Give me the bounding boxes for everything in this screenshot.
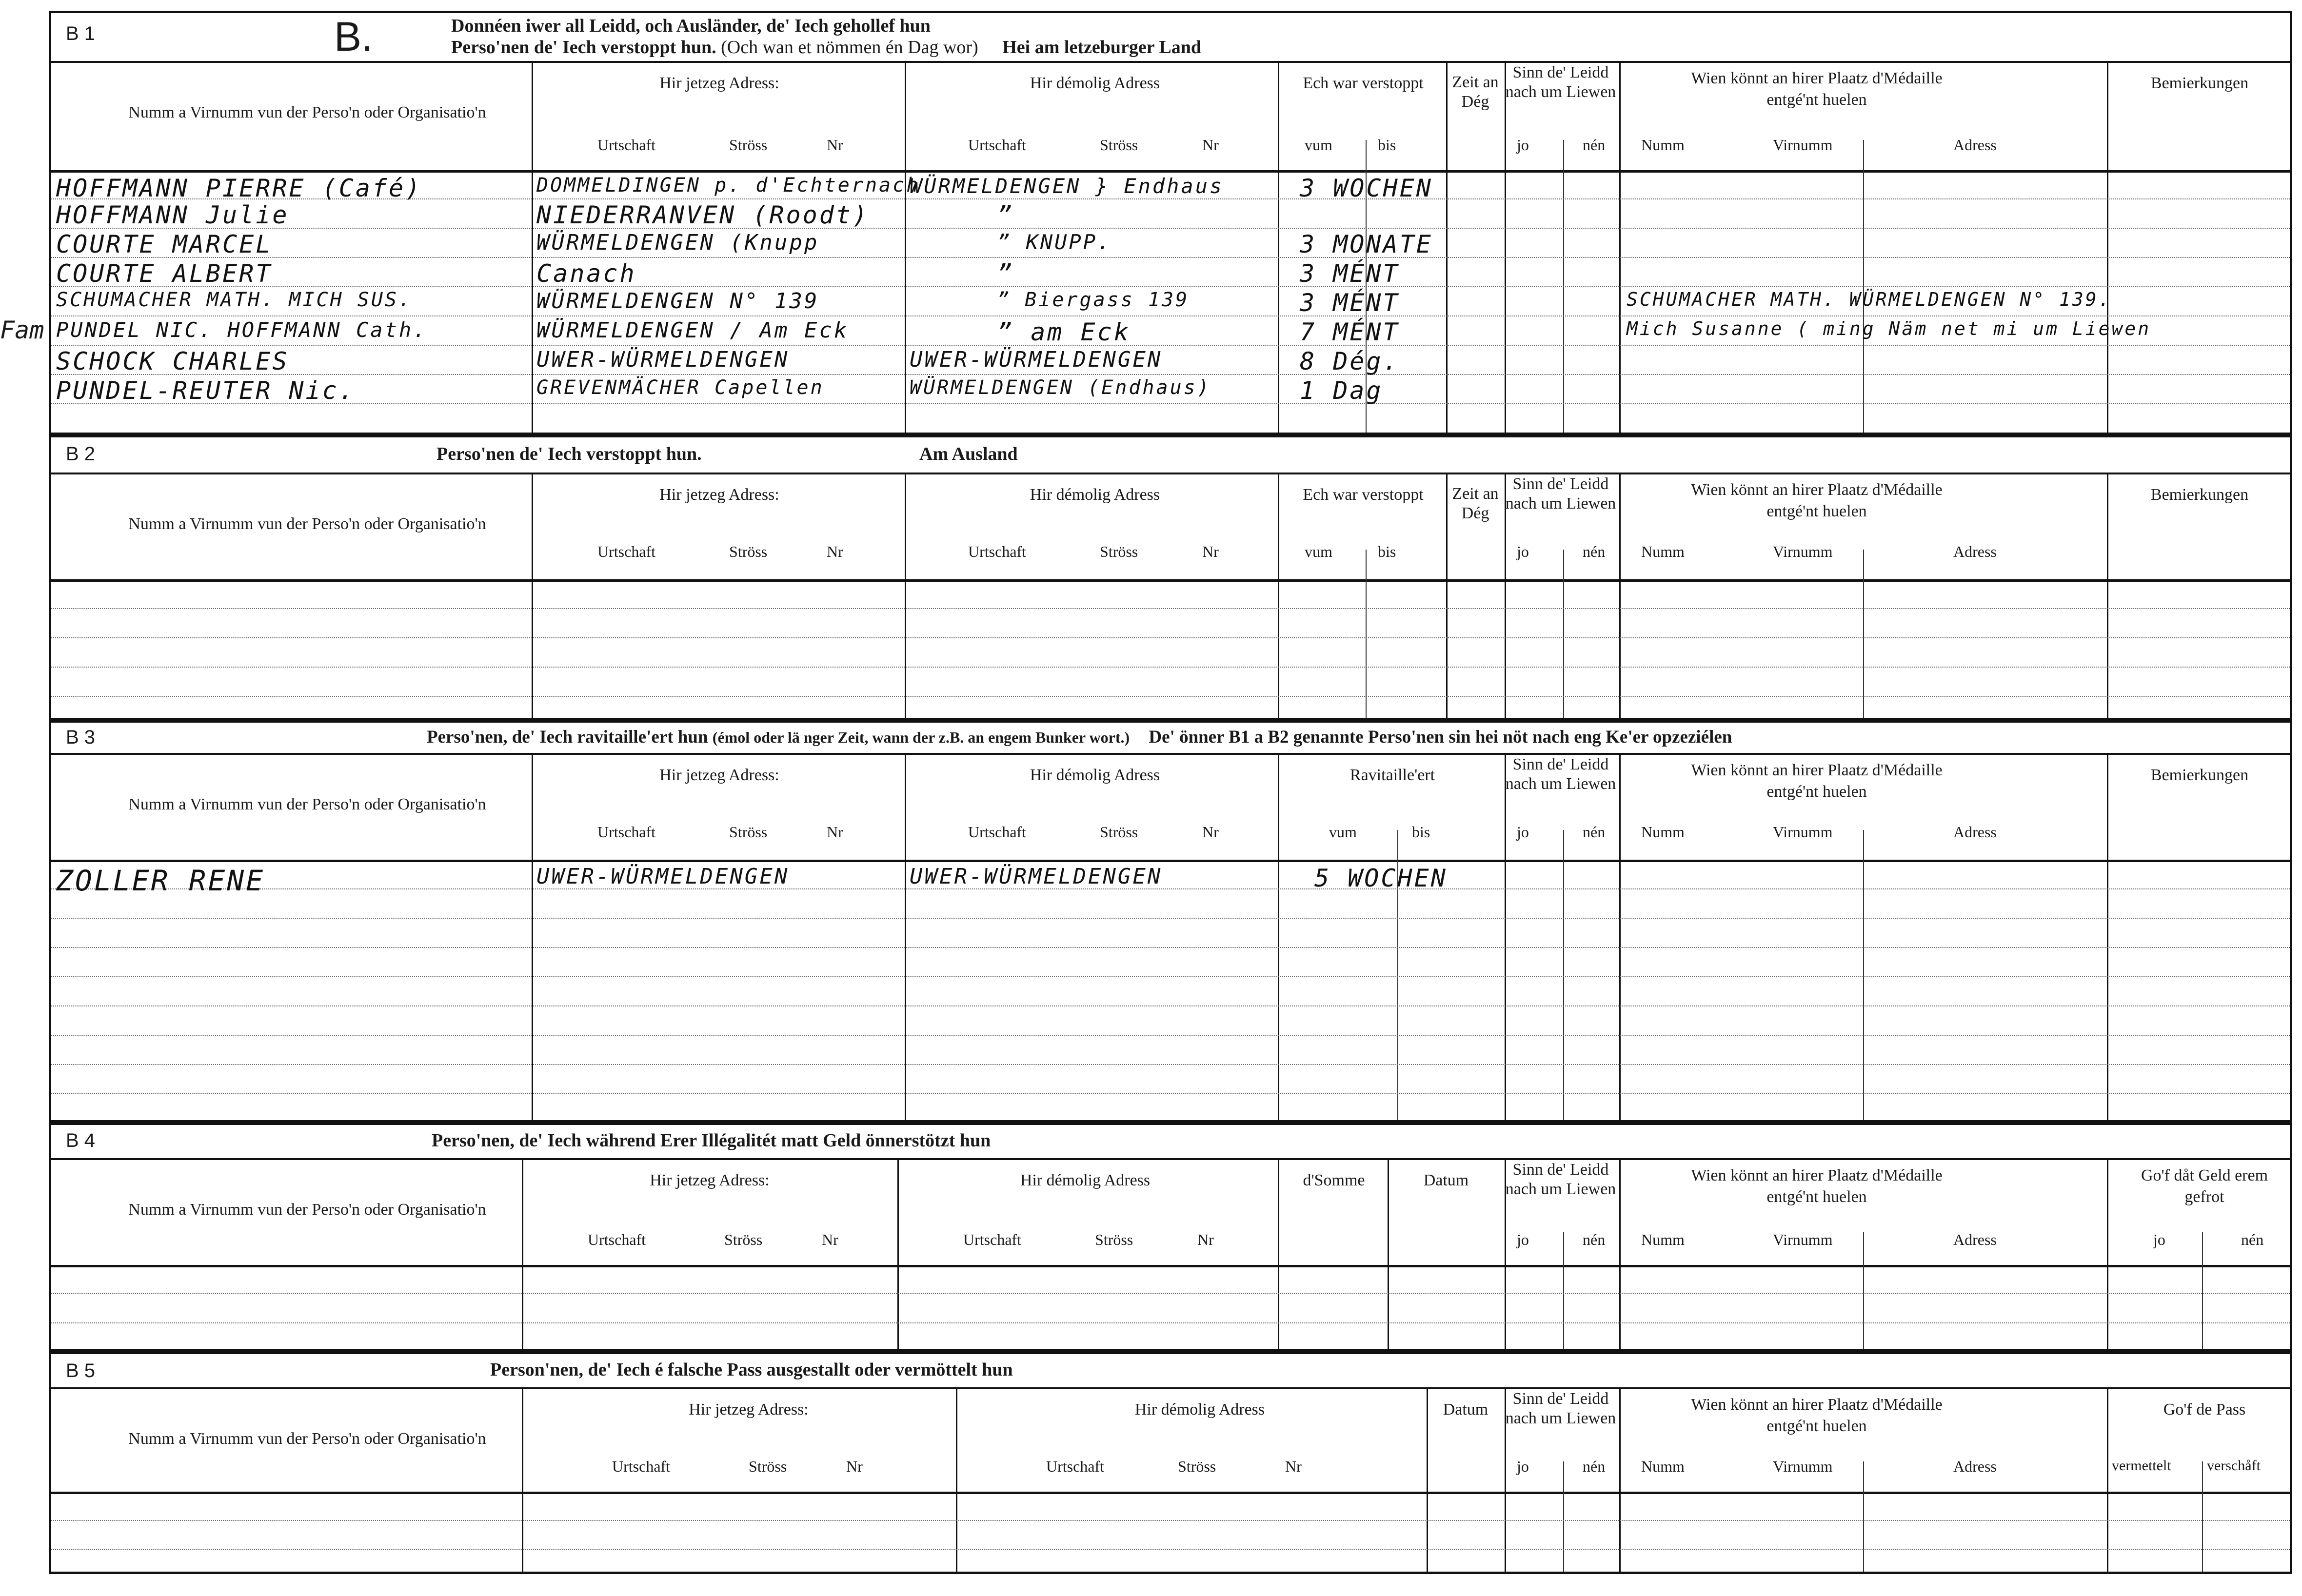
no-label: nén	[1583, 823, 1606, 841]
medal-note-line-1: SCHUMACHER MATH. WÜRMELDENGEN N° 139.	[1627, 289, 2112, 310]
entry-former: ”	[997, 259, 1014, 288]
surname-label: Numm	[1641, 136, 1685, 154]
current-address-header: Hir jetzeg Adress:	[659, 486, 779, 504]
entry-name: COURTE ALBERT	[56, 259, 273, 288]
section-code: B 3	[66, 727, 96, 748]
yes-label: jo	[1517, 1231, 1529, 1248]
margin-note: Fam	[0, 316, 44, 344]
no-label: nén	[1583, 1458, 1606, 1475]
current-address-header: Hir jetzeg Adress:	[650, 1171, 770, 1189]
date-header: Datum	[1423, 1171, 1469, 1189]
firstname-label: Virnumm	[1773, 543, 1833, 560]
entry-current: GREVENMÄCHER Capellen	[536, 376, 824, 399]
section-title: Perso'nen, de' Iech während Erer Illégalitét matt Geld önnerstötzt hun	[432, 1130, 991, 1151]
medal-header: Wien könnt an hirer Plaatz d'Médaille entgé'nt huelen	[1691, 1396, 1943, 1435]
section-b5	[49, 1352, 2292, 1574]
nr-label: Nr	[827, 543, 843, 560]
former-address-header: Hir démolig Adress	[1030, 74, 1160, 92]
alive-header: Sinn de' Leidd nach um Liewen	[1505, 63, 1616, 101]
surname-label: Numm	[1641, 1231, 1685, 1248]
to-label: bis	[1378, 543, 1396, 560]
section-note: (émol oder lä nger Zeit, wann der z.B. an engem Bunker wort.)	[712, 729, 1130, 746]
entry-current: Canach	[536, 259, 636, 288]
intro-line-2	[451, 37, 1201, 58]
section-code: B 5	[66, 1360, 96, 1381]
date-header: Datum	[1443, 1400, 1488, 1419]
col-divider	[1278, 61, 1279, 433]
hidden-header: Ech war verstoppt	[1303, 486, 1424, 504]
no-label: nén	[1583, 1231, 1606, 1248]
remarks-header: Bemierkungen	[2150, 766, 2249, 784]
pass-header: Go'f de Pass	[2163, 1400, 2246, 1419]
street-label: Ströss	[1100, 543, 1138, 560]
section-code: B 4	[66, 1130, 96, 1151]
street-label: Ströss	[729, 543, 768, 560]
entry-current: DOMMELDINGEN p. d'Echternach	[536, 174, 920, 197]
address-label: Adress	[1953, 823, 1997, 841]
yes-label: jo	[1517, 136, 1529, 154]
nr-label: Nr	[846, 1458, 863, 1475]
town-label: Urtschaft	[588, 1231, 646, 1248]
entry-name: COURTE MARCEL	[56, 230, 273, 258]
address-label: Adress	[1953, 1231, 1997, 1248]
nr-label: Nr	[1202, 543, 1219, 560]
col-divider	[1446, 61, 1448, 433]
entry-name: ZOLLER RENE	[56, 864, 265, 897]
surname-label: Numm	[1641, 543, 1685, 560]
surname-label: Numm	[1641, 1458, 1685, 1475]
supplied-header: Ravitaille'ert	[1349, 766, 1435, 784]
town-label: Urtschaft	[1046, 1458, 1105, 1475]
sum-header: d'Somme	[1303, 1171, 1365, 1189]
col-divider	[532, 61, 533, 433]
intro-line-2-note: (Och wan et nömmen én Dag wor)	[721, 37, 978, 58]
medal-note-line-2: Mich Susanne ( ming Näm net mi um Liewen	[1627, 318, 2151, 339]
header-row	[51, 473, 2290, 582]
yes-label: jo	[1517, 823, 1529, 841]
alive-header: Sinn de' Leidd nach um Liewen	[1505, 1390, 1616, 1427]
entry-name: PUNDEL NIC. HOFFMANN Cath.	[56, 318, 428, 342]
section-b4	[49, 1123, 2292, 1352]
former-address-header: Hir démolig Adress	[1020, 1171, 1151, 1189]
nr-label: Nr	[822, 1231, 838, 1248]
entry-former: ”	[997, 201, 1014, 229]
entry-current: WÜRMELDENGEN (Knupp	[536, 230, 819, 255]
alive-header: Sinn de' Leidd nach um Liewen	[1505, 475, 1616, 512]
no-label: nén	[1583, 543, 1606, 560]
name-column-header: Numm a Virnumm vun der Perso'n oder Organisatio'n	[128, 515, 486, 533]
entry-current: NIEDERRANVEN (Roodt)	[536, 201, 870, 229]
former-address-header: Hir démolig Adress	[1030, 766, 1160, 784]
name-column-header: Numm a Virnumm vun der Perso'n oder Organisatio'n	[128, 1201, 486, 1219]
entry-hidden: 3 MÉNT	[1300, 259, 1400, 288]
address-label: Adress	[1953, 136, 1997, 154]
intro-line-1: Donnéen iwer all Leidd, och Ausländer, de' Iech gehollef hun	[451, 16, 931, 36]
entry-former: WÜRMELDENGEN } Endhaus	[910, 174, 1224, 198]
col-divider	[905, 61, 906, 433]
obtained-label: verschåft	[2207, 1458, 2261, 1474]
section-extra: De' önner B1 a B2 genannte Perso'nen sin hei nöt nach eng Ke'er opzeziélen	[1149, 727, 1732, 747]
intro-line-2-location: Hei am letzeburger Land	[1002, 37, 1201, 58]
medal-header: Wien könnt an hirer Plaatz d'Médaille entgé'nt huelen	[1691, 69, 1943, 109]
entry-former: ” Biergass 139	[997, 289, 1190, 311]
remarks-header: Bemierkungen	[2150, 74, 2249, 92]
firstname-label: Virnumm	[1773, 136, 1833, 154]
nr-label: Nr	[1285, 1458, 1302, 1475]
address-label: Adress	[1953, 1458, 1997, 1475]
col-divider	[1505, 61, 1506, 433]
header-row	[51, 61, 2290, 173]
firstname-label: Virnumm	[1773, 1458, 1833, 1475]
yes-label: jo	[1517, 543, 1529, 560]
former-address-header: Hir démolig Adress	[1030, 486, 1160, 504]
yes-label: jo	[2153, 1231, 2165, 1248]
town-label: Urtschaft	[968, 823, 1027, 841]
section-title-text: Perso'nen, de' Iech ravitaille'ert hun	[427, 727, 708, 747]
no-label: nén	[2241, 1231, 2264, 1248]
entry-current: WÜRMELDENGEN N° 139	[536, 289, 819, 314]
name-column-header: Numm a Virnumm vun der Perso'n oder Organisatio'n	[128, 1430, 486, 1448]
street-label: Ströss	[1100, 823, 1138, 841]
header-row	[51, 1387, 2290, 1494]
header-row	[51, 753, 2290, 862]
entry-hidden: 3 MÉNT	[1300, 289, 1400, 317]
entry-current: WÜRMELDENGEN / Am Eck	[536, 318, 849, 343]
section-code: B 1	[66, 23, 96, 44]
alive-header: Sinn de' Leidd nach um Liewen	[1505, 1161, 1616, 1198]
name-column-header: Numm a Virnumm vun der Perso'n oder Organisatio'n	[128, 103, 486, 121]
alive-header: Sinn de' Leidd nach um Liewen	[1505, 755, 1616, 793]
street-label: Ströss	[724, 1231, 763, 1248]
current-address-header: Hir jetzeg Adress:	[659, 74, 779, 92]
mediated-label: vermettelt	[2112, 1458, 2171, 1474]
entry-hidden: 8 Dég.	[1300, 347, 1400, 375]
firstname-label: Virnumm	[1773, 1231, 1833, 1248]
nr-label: Nr	[827, 136, 843, 154]
town-label: Urtschaft	[597, 136, 656, 154]
entry-hidden: 3 MONATE	[1300, 230, 1433, 258]
town-label: Urtschaft	[612, 1458, 671, 1475]
nr-label: Nr	[1197, 1231, 1214, 1248]
section-b2	[49, 435, 2292, 720]
entry-name: SCHUMACHER MATH. MICH SUS.	[56, 289, 413, 311]
section-b3	[49, 720, 2292, 1123]
town-label: Urtschaft	[968, 543, 1027, 560]
from-label: vum	[1305, 136, 1332, 154]
entry-former: UWER-WÜRMELDENGEN	[910, 864, 1163, 889]
to-label: bis	[1412, 823, 1430, 841]
entry-former: UWER-WÜRMELDENGEN	[910, 347, 1163, 372]
firstname-label: Virnumm	[1773, 823, 1833, 841]
street-label: Ströss	[729, 136, 768, 154]
col-divider	[1619, 61, 1621, 433]
from-label: vum	[1305, 543, 1332, 560]
from-label: vum	[1329, 823, 1357, 841]
street-label: Ströss	[1095, 1231, 1133, 1248]
street-label: Ströss	[1178, 1458, 1216, 1475]
entry-name: SCHOCK CHARLES	[56, 347, 289, 375]
name-column-header: Numm a Virnumm vun der Perso'n oder Organisatio'n	[128, 795, 486, 813]
section-b1	[49, 11, 2292, 435]
street-label: Ströss	[1100, 136, 1138, 154]
former-address-header: Hir démolig Adress	[1134, 1400, 1265, 1419]
current-address-header: Hir jetzeg Adress:	[689, 1400, 809, 1419]
section-code: B 2	[66, 443, 96, 465]
medal-header: Wien könnt an hirer Plaatz d'Médaille entgé'nt huelen	[1691, 481, 1943, 520]
entry-name: HOFFMANN PIERRE (Café)	[56, 174, 422, 202]
town-label: Urtschaft	[597, 543, 656, 560]
town-label: Urtschaft	[968, 136, 1027, 154]
remarks-header: Bemierkungen	[2150, 486, 2249, 504]
town-label: Urtschaft	[963, 1231, 1022, 1248]
entry-name: PUNDEL-REUTER Nic.	[56, 376, 356, 405]
no-label: nén	[1583, 136, 1606, 154]
surname-label: Numm	[1641, 823, 1685, 841]
section-title: Perso'nen de' Iech verstoppt hun.	[437, 444, 702, 464]
intro-line-2-text: Perso'nen de' Iech verstoppt hun.	[451, 37, 716, 58]
entry-current: UWER-WÜRMELDENGEN	[536, 347, 790, 372]
street-label: Ströss	[729, 823, 768, 841]
town-label: Urtschaft	[597, 823, 656, 841]
entry-former: ” am Eck	[997, 318, 1131, 346]
entry-former: WÜRMELDENGEN (Endhaus)	[910, 376, 1211, 399]
entry-current: UWER-WÜRMELDENGEN	[536, 864, 790, 889]
form-letter: B.	[334, 14, 373, 59]
section-title: Person'nen, de' Iech é falsche Pass ausgestallt oder vermöttelt hun	[490, 1360, 1013, 1380]
entry-name: HOFFMANN Julie	[56, 201, 289, 229]
nr-label: Nr	[1202, 823, 1219, 841]
time-days-header: Zeit an Dég	[1452, 485, 1499, 522]
entry-hidden: 3 WOCHEN	[1300, 174, 1433, 202]
to-label: bis	[1378, 136, 1396, 154]
header-row	[51, 1158, 2290, 1267]
hidden-header: Ech war verstoppt	[1303, 74, 1424, 92]
medal-header: Wien könnt an hirer Plaatz d'Médaille entgé'nt huelen	[1691, 761, 1943, 801]
medal-header: Wien könnt an hirer Plaatz d'Médaille entgé'nt huelen	[1691, 1166, 1943, 1206]
nr-label: Nr	[1202, 136, 1219, 154]
time-days-header: Zeit an Dég	[1452, 73, 1499, 111]
yes-label: jo	[1517, 1458, 1529, 1475]
nr-label: Nr	[827, 823, 843, 841]
street-label: Ströss	[749, 1458, 787, 1475]
entry-former: ” KNUPP.	[997, 230, 1112, 254]
section-title	[427, 727, 1732, 748]
entry-period: 5 WOCHEN	[1314, 864, 1448, 892]
col-divider	[2107, 61, 2108, 433]
money-returned-header: Go'f dåt Geld erem gefrot	[2141, 1166, 2268, 1206]
section-location: Am Ausland	[919, 444, 1018, 464]
entry-hidden: 1 Dag	[1300, 376, 1383, 405]
address-label: Adress	[1953, 543, 1997, 560]
current-address-header: Hir jetzeg Adress:	[659, 766, 779, 784]
entry-hidden: 7 MÉNT	[1300, 318, 1400, 346]
